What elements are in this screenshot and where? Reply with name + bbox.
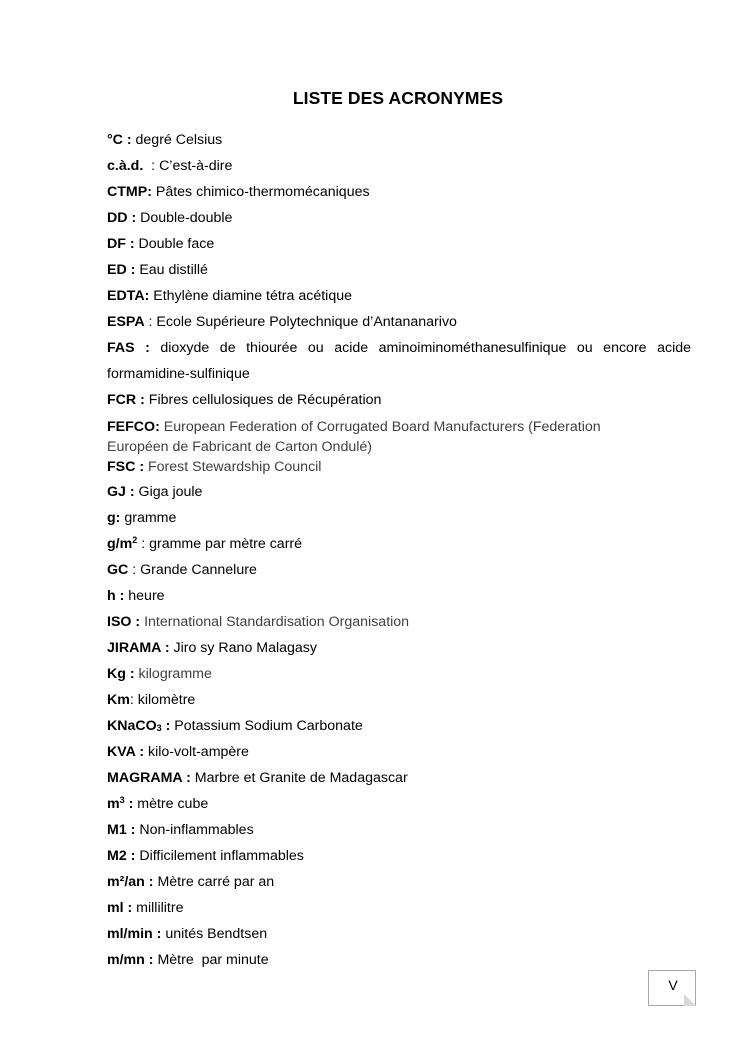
acronym-definition-continued: Européen de Fabricant de Carton Ondulé) [107,439,372,455]
acronym-entry: FAS : dioxyde de thiourée ou acide aminoiminométhanesulfinique ou encore acide formamidine-sulfinique [107,335,691,387]
acronym-definition: unités Bendtsen [165,926,268,942]
acronym-term: ml [107,900,124,916]
acronym-definition: mètre cube [137,796,209,812]
acronym-term: ESPA [107,314,145,330]
page-corner-fold [684,994,696,1006]
acronym-entry: °C : degré Celsius [107,132,223,148]
acronym-entry [107,283,691,309]
acronym-term: g: [107,510,121,526]
acronym-definition: Grande Cannelure [140,562,257,578]
acronym-term: FCR [107,392,137,408]
acronym-term: MAGRAMA [107,770,183,786]
acronym-definition: degré Celsius [135,132,223,148]
acronym-term: JIRAMA [107,640,161,656]
acronym-definition: gramme [124,510,177,526]
acronym-entry: M2 : Difficilement inflammables [107,848,304,864]
acronym-term: M1 [107,822,127,838]
acronym-entry: ml/min : unités Bendtsen [107,926,268,942]
acronym-term: Kg [107,666,126,682]
acronym-list [107,127,691,973]
acronym-term: GC [107,562,129,578]
acronym-term: GJ [107,484,126,500]
acronym-definition: Double face [138,236,215,252]
acronym-definition: International Standardisation Organisation [144,614,410,630]
acronym-entry: DF : Double face [107,236,215,252]
acronym-term: ISO [107,614,132,630]
acronym-entry: JIRAMA : Jiro sy Rano Malagasy [107,640,317,656]
acronym-entry: FSC : Forest Stewardship Council [107,459,322,475]
acronym-definition: Difficilement inflammables [139,848,304,864]
acronym-term: m/mn [107,952,145,968]
acronym-term: ED [107,262,127,278]
acronym-entry [107,505,691,531]
acronym-entry: $m^3$ : mètre cube [107,795,209,812]
acronym-definition: Forest Stewardship Council [147,459,322,475]
acronym-term: FSC [107,459,136,475]
acronym-term: $g/m^2$ [107,535,138,552]
acronym-term: FEFCO: [107,419,160,435]
acronym-definition: Jiro sy Rano Malagasy [173,640,317,656]
acronym-entry: m²/an : Mètre carré par an [107,874,275,890]
acronym-term: $m^3$ [107,795,125,812]
acronym-entry: ml : millilitre [107,900,184,916]
acronym-entry: FCR : Fibres cellulosiques de Récupération [107,392,382,408]
acronym-definition: Ecole Supérieure Polytechnique d’Antananarivo [156,314,457,330]
acronym-term: M2 [107,848,127,864]
acronym-entry: ISO : International Standardisation Organisation [107,614,410,630]
acronym-entry: $g/m^2$ : gramme par mètre carré [107,535,303,552]
acronym-definition: Eau distillé [139,262,208,278]
acronym-definition: millilitre [136,900,184,916]
acronym-entry [107,179,691,205]
acronym-entry [107,413,691,457]
acronym-definition: Fibres cellulosiques de Récupération [148,392,382,408]
acronym-entry: h : heure [107,588,165,604]
acronym-entry: GJ : Giga joule [107,484,203,500]
acronym-term: DD [107,210,128,226]
acronym-definition: Mètre carré par an [157,874,275,890]
acronym-definition: dioxyde de thiourée ou acide aminoiminométhanesulfinique ou encore acide [160,340,691,356]
acronym-term: m²/an [107,874,145,890]
acronym-term: h [107,588,116,604]
acronym-term: ml/min [107,926,153,942]
acronym-entry: KNaCO$_3$ : Potassium Sodium Carbonate [107,718,363,734]
acronym-entry: m/mn : Mètre par minute [107,952,269,968]
acronym-term: EDTA: [107,288,150,304]
acronym-term: KNaCO$_3$ [107,718,162,734]
acronym-definition-continued: formamidine-sulfinique [107,366,250,382]
acronym-definition: kilomètre [137,692,196,708]
acronym-entry: GC : Grande Cannelure [107,562,257,578]
acronym-definition: Pâtes chimico-thermomécaniques [155,184,370,200]
acronym-definition: heure [128,588,165,604]
acronym-term: DF [107,236,126,252]
acronym-definition: Mètre par minute [157,952,269,968]
acronym-definition: Giga joule [138,484,203,500]
acronym-definition: Potassium Sodium Carbonate [174,718,363,734]
page-title: LISTE DES ACRONYMES [292,88,504,108]
acronym-definition: gramme par mètre carré [149,536,303,552]
acronym-definition: kilo-volt-ampère [147,744,249,760]
acronym-definition: Ethylène diamine tétra acétique [153,288,352,304]
acronym-entry: Kg : kilogramme [107,666,212,682]
acronym-entry: ED : Eau distillé [107,262,208,278]
acronym-term: Km [107,692,130,708]
acronym-entry: DD : Double-double [107,210,233,226]
acronym-definition: kilogramme [138,666,212,682]
acronym-entry: KVA : kilo-volt-ampère [107,744,249,760]
acronym-entry: ESPA : Ecole Supérieure Polytechnique d’Antananarivo [107,314,457,330]
acronym-entry: c.à.d. : C’est-à-dire [107,158,233,174]
page-number-box [648,970,696,1006]
acronym-term: KVA [107,744,136,760]
acronym-entry: M1 : Non-inflammables [107,822,254,838]
acronym-definition: Non-inflammables [139,822,254,838]
acronym-term: CTMP: [107,184,152,200]
acronym-definition: European Federation of Corrugated Board Manufacturers (Federation [163,419,601,435]
acronym-entry: MAGRAMA : Marbre et Granite de Madagascar [107,770,408,786]
acronym-definition: Double-double [140,210,233,226]
acronym-term: FAS [107,340,135,356]
page-number: V [668,977,678,993]
acronym-term: c.à.d. [107,158,144,174]
acronym-definition: C’est-à-dire [159,158,233,174]
acronym-entry: Km: kilomètre [107,692,196,708]
acronym-term: °C [107,132,123,148]
acronym-definition: Marbre et Granite de Madagascar [194,770,408,786]
